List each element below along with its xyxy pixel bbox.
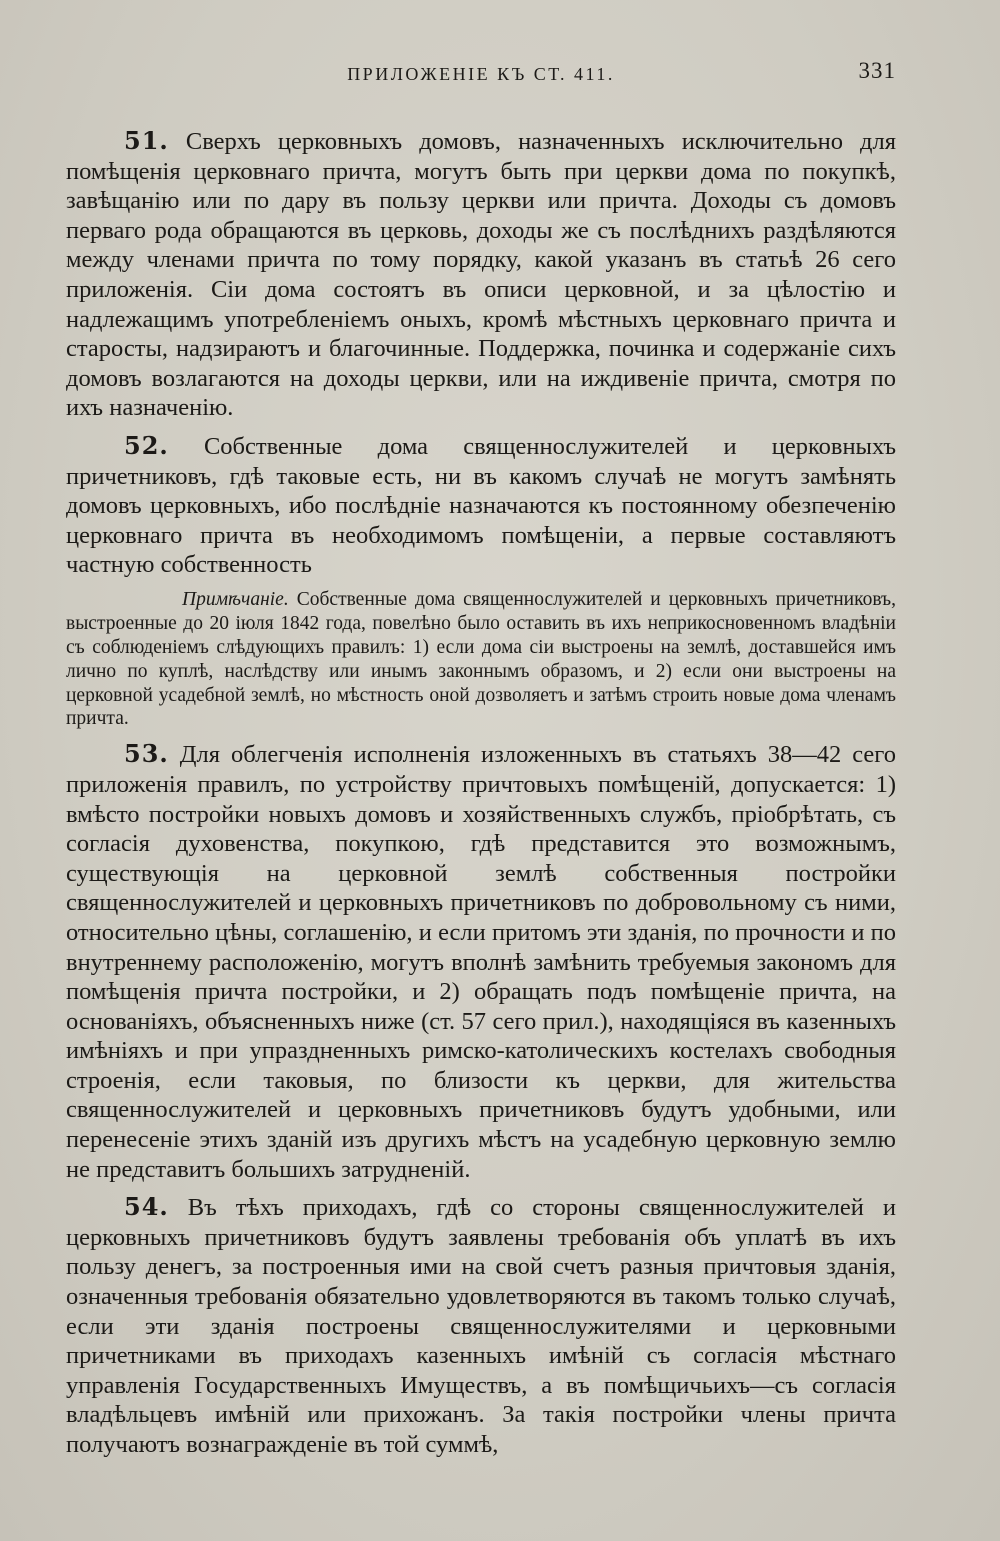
running-head [66, 58, 896, 92]
note-label: Примѣчаніе. [182, 588, 289, 610]
running-title: ПРИЛОЖЕНІЕ КЪ СТ. 411. [347, 64, 615, 84]
article-52 [66, 431, 896, 580]
article-54 [66, 1192, 896, 1459]
article-number: 51. [124, 126, 169, 155]
article-51 [66, 126, 896, 423]
note-text: Собственные дома священнослужителей и церковныхъ причетниковъ, выстроенные до 20 іюля 1842 года, повелѣно было оставить въ ихъ неприкосновенномъ владѣніи съ соблюденіемъ слѣдующихъ правилъ: 1) если дома сіи выстроены на землѣ, доставшейся имъ лично по куплѣ, наслѣдству или инымъ законнымъ образомъ, и 2) если они выстроены на церковной усадебной землѣ, но мѣстность оной дозволяетъ и затѣмъ строить новые дома членамъ причта. [66, 588, 897, 730]
article-53 [66, 739, 896, 1184]
page-number: 331 [858, 58, 896, 83]
article-number: 54. [124, 1192, 169, 1222]
article-text: Сверхъ церковныхъ домовъ, назначенныхъ исключительно для помѣщенія церковнаго причта, могутъ быть при церкви дома по покупкѣ, завѣщанію или по дару въ пользу церкви или причта. Доходы съ домовъ перваго рода обращаются въ церковь, доходы же съ послѣднихъ раздѣляются между членами причта по тому порядку, какой указанъ въ статьѣ 26 сего приложенія. Сіи дома состоятъ въ описи церковной, и за цѣлостію и надлежащимъ употребленіемъ оныхъ, кромѣ мѣстныхъ церковнаго причта и старосты, надзираютъ и благочинные. Поддержка, починка и содержаніе сихъ домовъ возлагаются на доходы церкви, или на иждивеніе причта, смотря по ихъ назначенію. [66, 128, 897, 422]
article-text: Для облегченія исполненія изложенныхъ въ статьяхъ 38—42 сего приложенія правилъ, по устройству причтовыхъ помѣщеній, допускается: 1) вмѣсто постройки новыхъ домовъ и хозяйственныхъ службъ, пріобрѣтать, съ согласія духовенства, покупкою, гдѣ представится это возможнымъ, существующія на церковной землѣ собственныя постройки священнослужителей и церковныхъ причетниковъ по добровольному съ ними, относительно цѣны, соглашенію, и если притомъ эти зданія, по прочности и по внутреннему расположенію, могутъ вполнѣ замѣнить требуемыя закономъ для помѣщенія причта постройки, и 2) обращать подъ помѣщеніе причта, на основаніяхъ, объясненныхъ ниже (ст. 57 сего прил.), находящіяся въ казенныхъ имѣніяхъ и при упраздненныхъ римско-католическихъ костелахъ свободныя строенія, если таковыя, по близости къ церкви, для жительства священнослужителей и церковныхъ причетниковъ будутъ удобными, или перенесеніе этихъ зданій изъ другихъ мѣстъ на усадебную церковную землю не представитъ большихъ затрудненій. [66, 741, 896, 1183]
article-52-note [66, 588, 896, 731]
article-number: 52. [124, 430, 169, 460]
article-number: 53. [124, 739, 169, 769]
article-text: Въ тѣхъ приходахъ, гдѣ со стороны священнослужителей и церковныхъ причетниковъ будутъ заявлены требованія объ уплатѣ въ ихъ пользу денегъ, за построенныя ими на свой счетъ разныя причтовыя зданія, означенныя требованія обязательно удовлетворяются въ такомъ только случаѣ, если эти зданія построены священнослужителями и церковными причетниками въ приходахъ казенныхъ имѣній съ согласія мѣстнаго управленія Государственныхъ Имуществъ, а въ помѣщичьихъ—съ согласія владѣльцевъ имѣній или прихожанъ. За такія постройки члены причта получаютъ вознагражденіе въ той суммѣ, [66, 1194, 896, 1458]
article-text: Собственные дома священнослужителей и церковныхъ причетниковъ, гдѣ таковые есть, ни въ какомъ случаѣ не могутъ замѣнять домовъ церковныхъ, ибо послѣдніе назначаются къ постоянному обезпеченію церковнаго причта въ необходимомъ помѣщеніи, а первые составляютъ частную собственность [66, 432, 897, 579]
